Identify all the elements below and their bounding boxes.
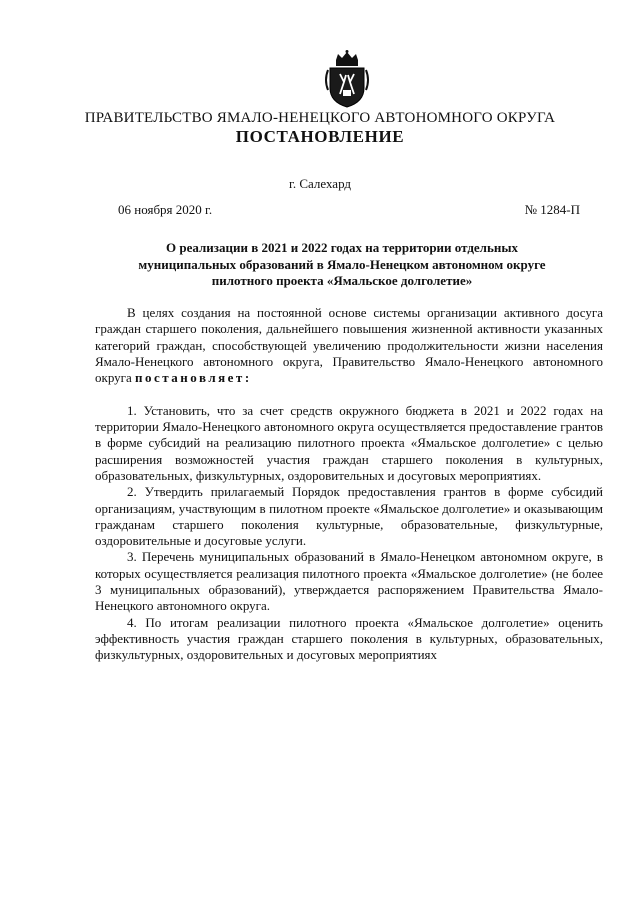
date-number-line — [118, 202, 580, 218]
list-item: 2. Утвердить прилагаемый Порядок предоставления грантов в форме субсидий организациям, участвующим в пилотном проекте «Ямальское долголетие» и оказывающим гражданам старшего поколения культурные, образовательные, физкультурные, оздоровительные и досуговые услуги. — [95, 484, 603, 549]
preamble-paragraph — [95, 305, 603, 386]
list-item: 1. Установить, что за счет средств окружного бюджета в 2021 и 2022 годах на территории Ямало-Ненецкого автономного округа осуществляется предоставление грантов в форме субсидий на реализацию пилотного проекта «Ямальское долголетие» с целью расширения возможностей участия граждан старшего поколения в культурных, образовательных, физкультурных, оздоровительных и досуговых мероприятиях. — [95, 402, 603, 483]
decision-word: постановляет — [135, 370, 245, 386]
document-subject: О реализации в 2021 и 2022 годах на территории отдельных муниципальных образований в Ямало-Ненецком автономном округе пилотного проекта «Ямальское долголетие» — [138, 240, 546, 288]
document-number: № 1284-П — [524, 202, 580, 217]
preamble-text: В целях создания на постоянной основе системы организации активного досуга граждан старшего поколения, дальнейшего повышения жизненной активности указанных категорий граждан, способствующей увеличению продолжительности жизни населения Ямало-Ненецкого автономного округа, Правительство Ямало-Ненецкого автономного округа — [95, 305, 603, 386]
list-item: 4. По итогам реализации пилотного проекта «Ямальское долголетие» оценить эффективность участия граждан старшего поколения в культурных, образовательных, физкультурных, оздоровительных и досуговых мероприятиях — [95, 614, 603, 663]
crown-icon — [336, 50, 358, 66]
government-name: ПРАВИТЕЛЬСТВО ЯМАЛО-НЕНЕЦКОГО АВТОНОМНОГО ОКРУГА — [84, 110, 556, 126]
preamble-colon: : — [244, 370, 250, 386]
city: г. Салехард — [288, 176, 352, 191]
list-item: 3. Перечень муниципальных образований в Ямало-Ненецком автономном округе, в которых осуществляется реализация пилотного проекта «Ямальское долголетие» (не более 3 муниципальных образований), утверждается распоряжением Правительства Ямало-Ненецкого автономного округа. — [95, 549, 603, 614]
coat-of-arms-emblem — [322, 50, 372, 108]
document-body — [95, 305, 603, 664]
document-date: 06 ноября 2020 г. — [118, 202, 213, 217]
document-type: ПОСТАНОВЛЕНИЕ — [235, 127, 405, 146]
